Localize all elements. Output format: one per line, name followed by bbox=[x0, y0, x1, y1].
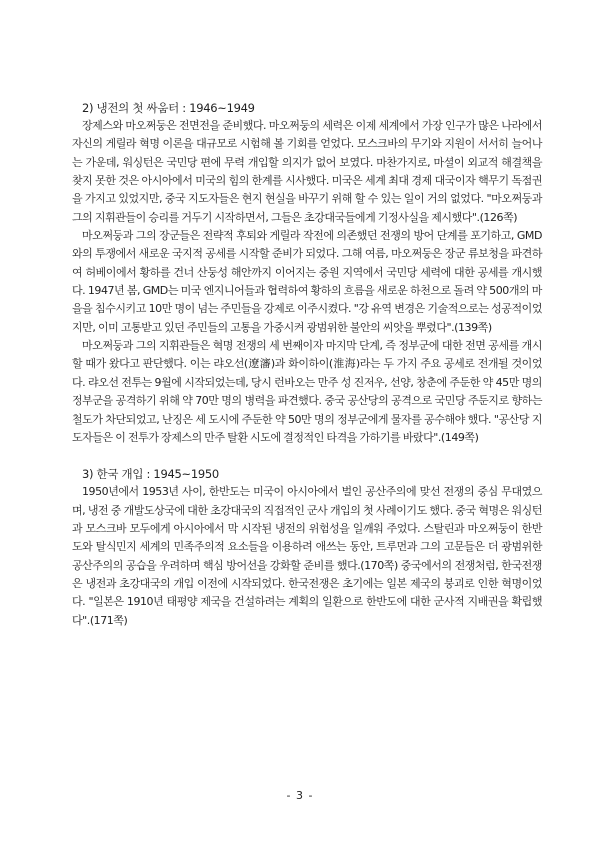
section-cold-war-first-battlefield bbox=[72, 99, 542, 447]
page-number: - 3 - bbox=[286, 789, 314, 802]
section-heading: 3) 한국 개입 : 1945~1950 bbox=[82, 467, 219, 482]
paragraph: 마오쩌둥과 그의 지휘관들은 혁명 전쟁의 세 번째이자 마지막 단계, 즉 정부군에 대한 전면 공세를 개시할 때가 왔다고 판단했다. 이는 랴오선(遼瀋)과 화이하이(淮海)라는 두 가지 주요 공세로 전개될 것이었다. 랴오선 전투는 9월에 시작되었는데, 당시 런바오는 만주 성 진저우, 선양, 창춘에 주둔한 약 45만 명의 정부군을 공격하기 위해 약 70만 명의 병력을 파견했다. 중국 공산당의 공격으로 국민당 주둔지로 향하는 철도가 차단되었고, 난징은 세 도시에 주둔한 약 50만 명의 정부군에게 물자를 공수해야 했다. "공산당 지도자들은 이 전투가 장제스의 만주 탈환 시도에 결정적인 타격을 가하기를 바랐다".(149쪽) bbox=[72, 339, 542, 444]
paragraph: 1950년에서 1953년 사이, 한반도는 미국이 아시아에서 벌인 공산주의에 맞선 전쟁의 중심 무대였으며, 냉전 중 개발도상국에 대한 초강대국의 직접적인 군사 개입의 첫 사례이기도 했다. 중국 혁명은 워싱턴과 모스크바 모두에게 아시아에서 막 시작된 냉전의 위험성을 일깨워 주었다. 스탈린과 마오쩌둥이 한반도와 탈식민지 세계의 민족주의적 요소들을 이용하려 애쓰는 동안, 트루먼과 그의 고문들은 더 광범위한 공산주의의 공습을 우려하며 핵심 방어선을 강화할 준비를 했다.(170쪽) 중국에서의 전쟁처럼, 한국전쟁은 냉전과 초강대국의 개입 이전에 시작되었다. 한국전쟁은 초기에는 일본 제국의 붕괴로 인한 혁명이었다. "일본은 1910년 태평양 제국을 건설하려는 계획의 일환으로 한반도에 대한 군사적 지배권을 확립했다".(171쪽) bbox=[72, 485, 542, 627]
paragraph: 장제스와 마오쩌둥은 전면전을 준비했다. 마오쩌둥의 세력은 이제 세계에서 가장 인구가 많은 나라에서 자신의 게릴라 혁명 이론을 대규모로 시험해 볼 기회를 얻었다. 모스크바의 무기와 지원이 서서히 늘어나는 가운데, 워싱턴은 국민당 편에 무력 개입할 의지가 없어 보였다. 마찬가지로, 마셜이 외교적 해결책을 찾지 못한 것은 아시아에서 미국의 힘의 한계를 시사했다. 미국은 세계 최대 경제 대국이자 핵무기 독점권을 가지고 있었지만, 중국 지도자들은 현지 현실을 바꾸기 위해 할 수 있는 일이 거의 없었다. "마오쩌둥과 그의 지휘관들이 승리를 거두기 시작하면서, 그들은 초강대국들에게 기정사실을 제시했다".(126쪽) bbox=[72, 119, 542, 224]
section-heading: 2) 냉전의 첫 싸움터 : 1946~1949 bbox=[82, 101, 255, 115]
section-korea-intervention bbox=[72, 465, 542, 630]
page-content bbox=[72, 99, 542, 648]
paragraph: 마오쩌둥과 그의 장군들은 전략적 후퇴와 게릴라 작전에 의존했던 전쟁의 방어 단계를 포기하고, GMD와의 투쟁에서 새로운 국지적 공세를 시작할 준비가 되었다. 그해 여름, 마오쩌둥은 장군 류보청을 파견하여 허베이에서 황하를 건너 산둥성 해안까지 이어지는 중원 지역에서 국민당 세력에 대한 공세를 개시했다. 1947년 봄, GMD는 미국 엔지니어들과 협력하여 황하의 흐름을 새로운 하천으로 돌려 약 500개의 마을을 침수시키고 10만 명이 넘는 주민들을 강제로 이주시켰다. "강 유역 변경은 기술적으로는 성공적이었지만, 이미 고통받고 있던 주민들의 고통을 가중시켜 광범위한 불안의 씨앗을 뿌렸다".(139쪽) bbox=[72, 229, 542, 334]
